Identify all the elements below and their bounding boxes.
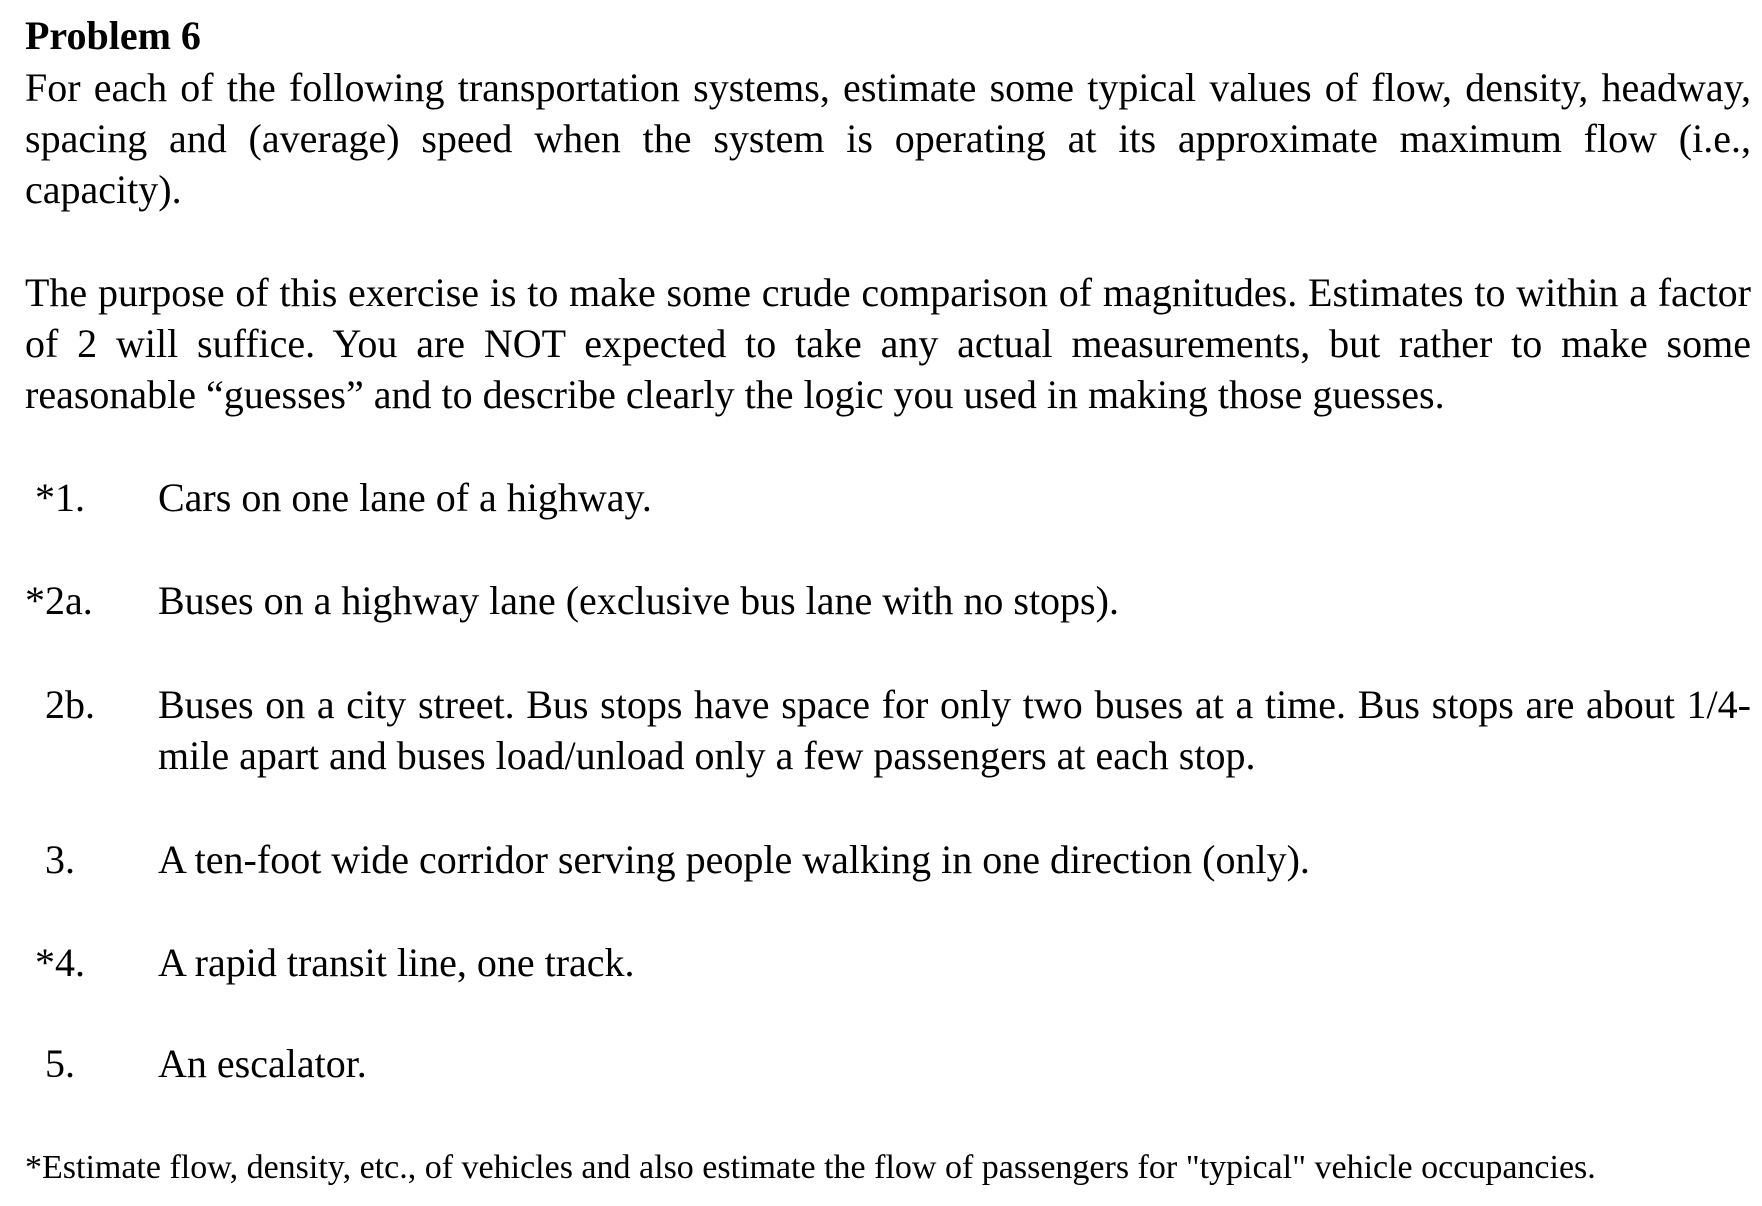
- item-text: Cars on one lane of a highway.: [158, 475, 652, 520]
- item-text: A rapid transit line, one track.: [158, 940, 635, 985]
- item-text: Buses on a highway lane (exclusive bus lane with no stops).: [158, 578, 1119, 623]
- instructions-paragraph: For each of the following transportation systems, estimate some typical values of flow, density, headway, spacing and (average) speed when the system is operating at its approximate maximum flow (i.e., capacity).: [25, 65, 1751, 212]
- item-text: A ten-foot wide corridor serving people walking in one direction (only).: [158, 837, 1310, 882]
- purpose-paragraph: The purpose of this exercise is to make some crude comparison of magnitudes. Estimates to within a factor of 2 will suffice. You are NOT expected to take any actual measurements, but rather to make some reasonable “guesses” and to describe clearly the logic you used in making those guesses.: [25, 270, 1751, 417]
- problem-title: Problem 6: [25, 13, 201, 58]
- item-text: An escalator.: [158, 1041, 367, 1086]
- footnote: *Estimate flow, density, etc., of vehicles and also estimate the flow of passengers for "typical" vehicle occupancies.: [25, 1149, 1596, 1186]
- item-number: *1.: [35, 475, 85, 520]
- item-number: 2b.: [45, 682, 95, 727]
- item-number: 5.: [45, 1041, 75, 1086]
- item-number: *4.: [35, 940, 85, 985]
- item-number: *2a.: [25, 578, 93, 623]
- item-number: 3.: [45, 837, 75, 882]
- item-text: Buses on a city street. Bus stops have space for only two buses at a time. Bus stops are about 1/4-mile apart and buses load/unload only a few passengers at each stop.: [158, 682, 1751, 778]
